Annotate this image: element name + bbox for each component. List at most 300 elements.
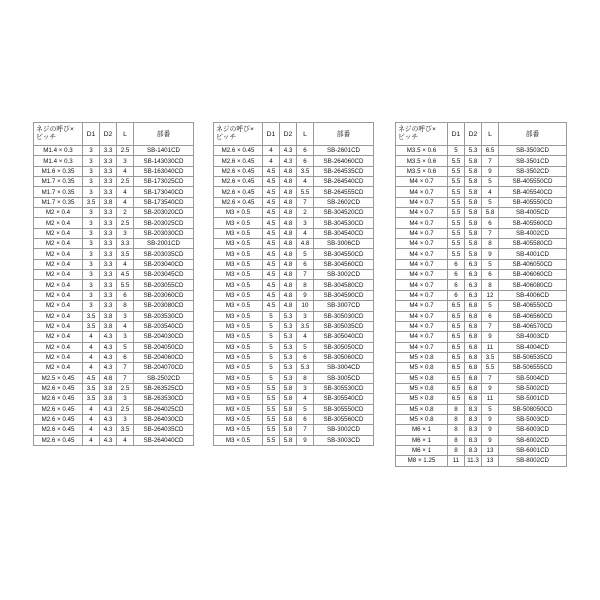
- l-cell: 2: [117, 208, 134, 218]
- d1-cell: 4.5: [263, 259, 280, 269]
- d1-cell: 6.5: [448, 311, 465, 321]
- l-cell: 9: [482, 435, 499, 445]
- table-row: [214, 146, 374, 156]
- part-number-cell: SB-304540CD: [314, 228, 374, 238]
- d2-cell: 5.3: [280, 342, 297, 352]
- table-row: [214, 373, 374, 383]
- size-pitch-cell: M3 × 0.5: [214, 425, 263, 435]
- d2-cell: 3.3: [100, 218, 117, 228]
- part-number-cell: SB-305035CD: [314, 321, 374, 331]
- d2-cell: 5.8: [280, 404, 297, 414]
- l-cell: 6: [482, 218, 499, 228]
- table-row: [214, 311, 374, 321]
- part-number-header: 部番: [499, 123, 567, 146]
- d1-cell: 3: [83, 290, 100, 300]
- d2-cell: 3.3: [100, 249, 117, 259]
- d1-cell: 5: [263, 373, 280, 383]
- l-cell: 5: [297, 342, 314, 352]
- d1-cell: 5.5: [263, 404, 280, 414]
- l-cell: 4: [117, 197, 134, 207]
- part-number-cell: SB-204060CD: [134, 352, 194, 362]
- d1-cell: 3: [83, 280, 100, 290]
- d1-cell: 5.5: [263, 425, 280, 435]
- l-cell: 4: [117, 187, 134, 197]
- l-cell: 12: [482, 290, 499, 300]
- part-number-cell: SB-3502CD: [499, 166, 567, 176]
- d2-cell: 3.3: [100, 166, 117, 176]
- d2-cell: 5.8: [465, 166, 482, 176]
- table-row: [214, 249, 374, 259]
- part-number-cell: SB-4006CD: [499, 290, 567, 300]
- size-pitch-cell: M4 × 0.7: [396, 332, 448, 342]
- size-pitch-cell: M6 × 1: [396, 445, 448, 455]
- d1-cell: 8: [448, 435, 465, 445]
- part-number-cell: SB-264030CD: [134, 414, 194, 424]
- d2-cell: 4.8: [280, 280, 297, 290]
- size-pitch-cell: M8 × 1.25: [396, 456, 448, 466]
- l-header: L: [297, 123, 314, 146]
- part-number-cell: SB-305060CD: [314, 352, 374, 362]
- l-cell: 7: [117, 363, 134, 373]
- part-number-header: 部番: [134, 123, 194, 146]
- part-number-cell: SB-203030CD: [134, 228, 194, 238]
- l-cell: 7: [482, 228, 499, 238]
- l-cell: 5: [482, 259, 499, 269]
- d1-cell: 4: [83, 435, 100, 445]
- d2-cell: 3.3: [100, 177, 117, 187]
- d2-cell: 3.3: [100, 290, 117, 300]
- size-pitch-cell: M2.6 × 0.45: [34, 383, 83, 393]
- size-pitch-cell: M1.6 × 0.35: [34, 166, 83, 176]
- spec-table-1: [33, 122, 194, 446]
- d2-cell: 3.3: [100, 301, 117, 311]
- l-cell: 4: [297, 177, 314, 187]
- table-row: [214, 259, 374, 269]
- l-cell: 11: [482, 342, 499, 352]
- part-number-cell: SB-305540CD: [314, 394, 374, 404]
- table-row: [34, 435, 194, 445]
- l-cell: 9: [482, 332, 499, 342]
- d2-cell: 3.3: [100, 270, 117, 280]
- d2-cell: 5.8: [280, 425, 297, 435]
- d2-cell: 6.8: [465, 332, 482, 342]
- l-cell: 6: [482, 311, 499, 321]
- part-number-cell: SB-5003CD: [499, 414, 567, 424]
- size-pitch-cell: M2 × 0.4: [34, 208, 83, 218]
- table-row: [214, 404, 374, 414]
- d2-cell: 6.8: [465, 321, 482, 331]
- d2-cell: 3.3: [100, 208, 117, 218]
- part-number-cell: SB-305550CD: [314, 404, 374, 414]
- part-number-cell: SB-304550CD: [314, 249, 374, 259]
- l-cell: 5.5: [297, 187, 314, 197]
- part-number-cell: SB-305530CD: [314, 383, 374, 393]
- d1-cell: 3.5: [83, 383, 100, 393]
- size-header-line1: ネジの呼び×: [398, 125, 436, 133]
- l-cell: 2.5: [117, 383, 134, 393]
- table-row: [396, 259, 567, 269]
- d2-cell: 4.3: [100, 425, 117, 435]
- size-pitch-cell: M1.4 × 0.3: [34, 146, 83, 156]
- size-pitch-cell: M2 × 0.4: [34, 363, 83, 373]
- table-row: [214, 435, 374, 445]
- part-number-cell: SB-6001CD: [499, 445, 567, 455]
- d1-cell: 4: [83, 332, 100, 342]
- l-cell: 3.3: [117, 239, 134, 249]
- d1-cell: 4.5: [263, 290, 280, 300]
- table-row: [214, 414, 374, 424]
- d1-cell: 5.5: [263, 394, 280, 404]
- l-cell: 9: [482, 166, 499, 176]
- size-pitch-cell: M5 × 0.8: [396, 373, 448, 383]
- l-header: L: [117, 123, 134, 146]
- part-number-cell: SB-405540CD: [499, 187, 567, 197]
- l-cell: 5.3: [297, 363, 314, 373]
- table-row: [214, 187, 374, 197]
- d2-cell: 4.8: [280, 208, 297, 218]
- d1-cell: 8: [448, 404, 465, 414]
- d2-cell: 6.8: [465, 342, 482, 352]
- d1-cell: 5.5: [448, 218, 465, 228]
- size-pitch-cell: M3 × 0.5: [214, 280, 263, 290]
- size-pitch-cell: M3.5 × 0.6: [396, 156, 448, 166]
- table-row: [396, 270, 567, 280]
- d1-header: D1: [448, 123, 465, 146]
- part-number-cell: SB-304590CD: [314, 290, 374, 300]
- d2-cell: 6.8: [465, 311, 482, 321]
- table-row: [34, 208, 194, 218]
- d2-cell: 5.8: [465, 228, 482, 238]
- l-cell: 4: [297, 394, 314, 404]
- table-row: [34, 249, 194, 259]
- l-cell: 6: [297, 352, 314, 362]
- d2-cell: 5.3: [280, 321, 297, 331]
- table-row: [34, 218, 194, 228]
- l-cell: 2.5: [117, 218, 134, 228]
- part-number-cell: SB-203540CD: [134, 321, 194, 331]
- d1-cell: 4.5: [83, 373, 100, 383]
- d2-cell: 4.8: [280, 301, 297, 311]
- d1-cell: 3.5: [83, 197, 100, 207]
- size-pitch-cell: M4 × 0.7: [396, 280, 448, 290]
- d2-cell: 5.3: [280, 311, 297, 321]
- d2-cell: 4.8: [280, 228, 297, 238]
- d1-cell: 4: [83, 352, 100, 362]
- d1-cell: 3: [83, 187, 100, 197]
- part-number-cell: SB-203040CD: [134, 259, 194, 269]
- table-row: [34, 290, 194, 300]
- table-row: [396, 280, 567, 290]
- size-pitch-cell: M3 × 0.5: [214, 321, 263, 331]
- part-number-cell: SB-3501CD: [499, 156, 567, 166]
- part-number-cell: SB-4005CD: [499, 208, 567, 218]
- l-cell: 7: [117, 373, 134, 383]
- d1-cell: 4.5: [263, 239, 280, 249]
- table-row: [34, 394, 194, 404]
- table-row: [34, 373, 194, 383]
- l-cell: 6: [297, 156, 314, 166]
- d1-cell: 5.5: [448, 208, 465, 218]
- d1-cell: 5: [448, 146, 465, 156]
- l-cell: 5.5: [482, 363, 499, 373]
- table-row: [214, 290, 374, 300]
- d1-cell: 3: [83, 239, 100, 249]
- table-row: [214, 177, 374, 187]
- d2-cell: 4.3: [100, 342, 117, 352]
- l-cell: 3: [297, 383, 314, 393]
- size-pitch-cell: M2.6 × 0.45: [214, 166, 263, 176]
- l-cell: 7: [482, 373, 499, 383]
- d1-cell: 5: [263, 352, 280, 362]
- l-cell: 5.5: [117, 280, 134, 290]
- part-number-cell: SB-173040CD: [134, 187, 194, 197]
- part-number-cell: SB-406550CD: [499, 301, 567, 311]
- part-number-cell: SB-305560CD: [314, 414, 374, 424]
- part-number-cell: SB-406570CD: [499, 321, 567, 331]
- table-row: [34, 404, 194, 414]
- l-cell: 4: [117, 166, 134, 176]
- l-cell: 4: [482, 187, 499, 197]
- size-pitch-header: [214, 123, 263, 146]
- table-row: [396, 290, 567, 300]
- header-row: [214, 123, 374, 146]
- table-row: [396, 301, 567, 311]
- table-row: [396, 414, 567, 424]
- size-pitch-cell: M3 × 0.5: [214, 208, 263, 218]
- l-cell: 9: [482, 383, 499, 393]
- table-row: [34, 177, 194, 187]
- table-row: [396, 208, 567, 218]
- part-number-cell: SB-2602CD: [314, 197, 374, 207]
- size-pitch-cell: M2 × 0.4: [34, 218, 83, 228]
- d1-cell: 6.5: [448, 301, 465, 311]
- size-pitch-cell: M5 × 0.8: [396, 414, 448, 424]
- table-row: [396, 456, 567, 466]
- size-pitch-cell: M5 × 0.8: [396, 352, 448, 362]
- d1-cell: 6: [448, 290, 465, 300]
- size-pitch-cell: M3 × 0.5: [214, 435, 263, 445]
- table-row: [34, 270, 194, 280]
- l-cell: 9: [482, 425, 499, 435]
- d1-cell: 8: [448, 445, 465, 455]
- l-cell: 5: [482, 404, 499, 414]
- part-number-cell: SB-5004CD: [499, 373, 567, 383]
- part-number-cell: SB-3007CD: [314, 301, 374, 311]
- size-pitch-cell: M2.6 × 0.45: [214, 187, 263, 197]
- size-pitch-cell: M5 × 0.8: [396, 394, 448, 404]
- l-cell: 3: [117, 332, 134, 342]
- d2-cell: 4.8: [280, 166, 297, 176]
- table-row: [396, 311, 567, 321]
- size-pitch-cell: M3 × 0.5: [214, 363, 263, 373]
- d1-cell: 3: [83, 228, 100, 238]
- size-pitch-cell: M4 × 0.7: [396, 239, 448, 249]
- size-pitch-cell: M4 × 0.7: [396, 259, 448, 269]
- d2-cell: 3.3: [100, 239, 117, 249]
- table-row: [214, 228, 374, 238]
- part-number-cell: SB-203035CD: [134, 249, 194, 259]
- size-pitch-cell: M3 × 0.5: [214, 249, 263, 259]
- size-pitch-cell: M2 × 0.4: [34, 228, 83, 238]
- part-number-cell: SB-204050CD: [134, 342, 194, 352]
- d1-cell: 4: [83, 404, 100, 414]
- part-number-cell: SB-4004CD: [499, 342, 567, 352]
- size-pitch-cell: M4 × 0.7: [396, 177, 448, 187]
- d2-cell: 5.3: [465, 146, 482, 156]
- table-row: [34, 156, 194, 166]
- part-number-cell: SB-304580CD: [314, 280, 374, 290]
- d2-cell: 5.8: [465, 177, 482, 187]
- d1-cell: 6.5: [448, 373, 465, 383]
- part-number-cell: SB-204030CD: [134, 332, 194, 342]
- part-number-cell: SB-3503CD: [499, 146, 567, 156]
- size-pitch-cell: M6 × 1: [396, 435, 448, 445]
- header-row: [396, 123, 567, 146]
- table-row: [34, 383, 194, 393]
- table-row: [34, 332, 194, 342]
- part-number-cell: SB-203045CD: [134, 270, 194, 280]
- d2-header: D2: [280, 123, 297, 146]
- d1-cell: 5.5: [448, 177, 465, 187]
- table-row: [214, 270, 374, 280]
- size-pitch-cell: M2.6 × 0.45: [34, 435, 83, 445]
- table-row: [396, 363, 567, 373]
- d2-cell: 3.8: [100, 197, 117, 207]
- size-pitch-cell: M2.5 × 0.45: [34, 373, 83, 383]
- l-cell: 11: [482, 394, 499, 404]
- d2-cell: 3.3: [100, 280, 117, 290]
- table-row: [396, 197, 567, 207]
- part-number-cell: SB-264035CD: [134, 425, 194, 435]
- d2-cell: 4.3: [100, 414, 117, 424]
- d1-cell: 4.5: [263, 270, 280, 280]
- size-pitch-cell: M3 × 0.5: [214, 404, 263, 414]
- table-row: [214, 166, 374, 176]
- part-number-cell: SB-203530CD: [134, 311, 194, 321]
- table-row: [34, 425, 194, 435]
- size-pitch-header: [396, 123, 448, 146]
- d2-cell: 4.3: [100, 352, 117, 362]
- l-cell: 13: [482, 445, 499, 455]
- l-cell: 6: [297, 414, 314, 424]
- d2-cell: 3.8: [100, 394, 117, 404]
- size-pitch-cell: M1.7 × 0.35: [34, 197, 83, 207]
- d2-cell: 5.8: [280, 414, 297, 424]
- l-cell: 6: [297, 259, 314, 269]
- table-row: [396, 156, 567, 166]
- d1-cell: 4: [83, 363, 100, 373]
- part-number-cell: SB-304530CD: [314, 218, 374, 228]
- l-cell: 10: [297, 301, 314, 311]
- l-cell: 8: [482, 280, 499, 290]
- l-cell: 3.5: [117, 249, 134, 259]
- part-number-cell: SB-204070CD: [134, 363, 194, 373]
- d2-cell: 8.3: [465, 445, 482, 455]
- d1-cell: 5.5: [448, 228, 465, 238]
- size-pitch-cell: M2 × 0.4: [34, 259, 83, 269]
- d1-cell: 5: [263, 363, 280, 373]
- part-number-cell: SB-163040CD: [134, 166, 194, 176]
- size-header-line2: ピッチ: [36, 134, 57, 141]
- size-pitch-cell: M3 × 0.5: [214, 301, 263, 311]
- d1-cell: 3: [83, 249, 100, 259]
- d1-cell: 3: [83, 208, 100, 218]
- d2-cell: 5.3: [280, 373, 297, 383]
- table-row: [396, 187, 567, 197]
- size-pitch-cell: M3 × 0.5: [214, 414, 263, 424]
- table-row: [34, 301, 194, 311]
- table-row: [34, 259, 194, 269]
- table-row: [396, 445, 567, 455]
- size-pitch-cell: M2 × 0.4: [34, 239, 83, 249]
- d2-cell: 5.8: [280, 394, 297, 404]
- size-pitch-cell: M4 × 0.7: [396, 342, 448, 352]
- size-pitch-cell: M3 × 0.5: [214, 352, 263, 362]
- d2-cell: 3.3: [100, 146, 117, 156]
- d2-cell: 4.8: [280, 270, 297, 280]
- d2-cell: 3.8: [100, 321, 117, 331]
- size-pitch-cell: M2 × 0.4: [34, 301, 83, 311]
- part-number-cell: SB-508050CD: [499, 404, 567, 414]
- d2-cell: 6.3: [465, 280, 482, 290]
- size-pitch-cell: M3 × 0.5: [214, 342, 263, 352]
- part-number-cell: SB-264540CD: [314, 177, 374, 187]
- part-number-cell: SB-6002CD: [499, 435, 567, 445]
- size-pitch-cell: M5 × 0.8: [396, 383, 448, 393]
- table-body: [396, 146, 567, 467]
- table-row: [34, 280, 194, 290]
- l-cell: 7: [297, 197, 314, 207]
- d2-cell: 4.8: [280, 187, 297, 197]
- d2-cell: 8.3: [465, 404, 482, 414]
- d1-cell: 6.5: [448, 363, 465, 373]
- size-pitch-cell: M2 × 0.4: [34, 290, 83, 300]
- part-number-cell: SB-405560CD: [499, 218, 567, 228]
- part-number-cell: SB-264535CD: [314, 166, 374, 176]
- d1-cell: 6: [448, 280, 465, 290]
- l-cell: 3: [117, 414, 134, 424]
- table-row: [396, 146, 567, 156]
- table-row: [214, 332, 374, 342]
- part-number-cell: SB-305040CD: [314, 332, 374, 342]
- d1-cell: 4: [263, 146, 280, 156]
- d2-cell: 6.8: [465, 363, 482, 373]
- d2-cell: 4.3: [280, 156, 297, 166]
- d1-cell: 5.5: [263, 383, 280, 393]
- l-cell: 13: [482, 456, 499, 466]
- size-pitch-cell: M4 × 0.7: [396, 321, 448, 331]
- table-row: [34, 228, 194, 238]
- l-cell: 4.8: [297, 239, 314, 249]
- part-number-cell: SB-2601CD: [314, 146, 374, 156]
- size-pitch-cell: M4 × 0.7: [396, 218, 448, 228]
- d1-cell: 5.5: [448, 156, 465, 166]
- spec-table-3: [395, 122, 567, 467]
- d2-cell: 6.8: [465, 394, 482, 404]
- table-row: [34, 342, 194, 352]
- d1-cell: 4.5: [263, 187, 280, 197]
- d1-cell: 8: [448, 425, 465, 435]
- l-cell: 8: [297, 280, 314, 290]
- l-cell: 3: [117, 156, 134, 166]
- size-pitch-cell: M2 × 0.4: [34, 270, 83, 280]
- size-pitch-cell: M3 × 0.5: [214, 290, 263, 300]
- part-number-cell: SB-4003CD: [499, 332, 567, 342]
- d1-cell: 6.5: [448, 332, 465, 342]
- size-pitch-cell: M3 × 0.5: [214, 373, 263, 383]
- table-row: [34, 352, 194, 362]
- d2-cell: 3.3: [100, 156, 117, 166]
